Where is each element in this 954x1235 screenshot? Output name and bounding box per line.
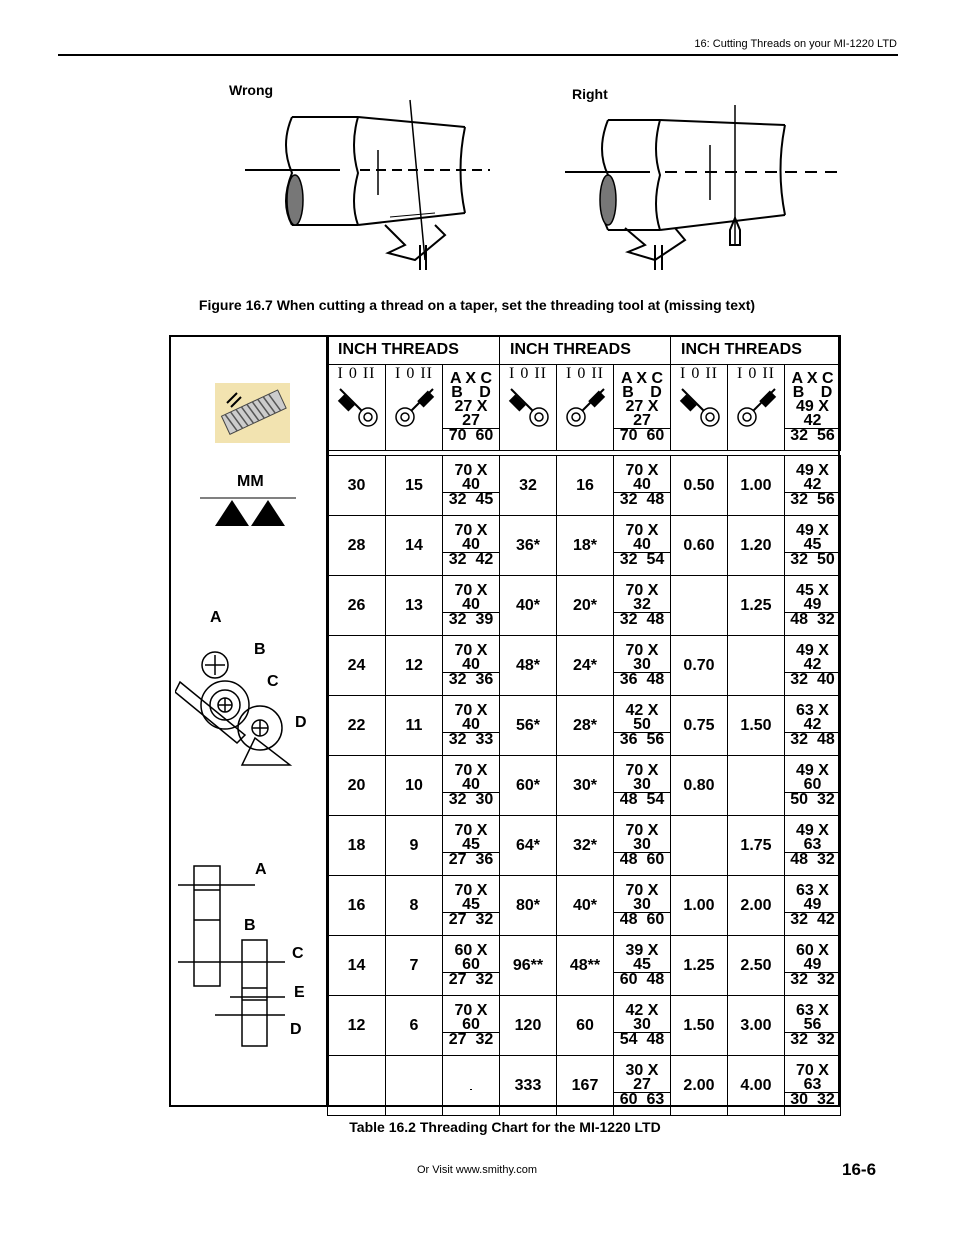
- gear-label-b: B: [254, 641, 266, 658]
- chart-row: [328, 516, 841, 576]
- gear-ratio-cell: [443, 1056, 500, 1116]
- gear-ratio-top: 60 X 49: [785, 944, 840, 973]
- gear-header-top: 27 X 27: [614, 400, 670, 429]
- thread-value-cell: 0.75: [671, 696, 728, 756]
- gear-ratio-cell: [614, 1056, 671, 1116]
- gear-ratio-cell: [785, 456, 841, 516]
- lever-header-cell: [328, 365, 386, 451]
- thread-value-cell: 1.20: [728, 516, 785, 576]
- gear-ratio-top: 70 X 45: [443, 884, 499, 913]
- gear-ratio-bottom: 27 32: [448, 911, 494, 928]
- gear-ratio-top: [470, 1089, 472, 1090]
- lever-right-icon: [389, 383, 439, 433]
- gear-ratio-top: 63 X 42: [785, 704, 840, 733]
- footer-url: Or Visit www.smithy.com: [417, 1164, 537, 1176]
- figure-caption: Figure 16.7 When cutting a thread on a taper, set the threading tool at (missing text): [198, 297, 756, 313]
- running-head: 16: Cutting Threads on your MI-1220 LTD: [694, 38, 897, 50]
- gear-ratio-bottom: 48 60: [619, 851, 665, 868]
- gear-header-bottom: 32 56: [790, 427, 835, 444]
- stack-label-b: B: [244, 917, 256, 934]
- gear-ratio-top: 49 X 45: [785, 524, 840, 553]
- gear-ratio-top: 49 X 63: [785, 824, 840, 853]
- gear-ratio-top: 70 X 60: [443, 1004, 499, 1033]
- thread-value-cell: 36*: [500, 516, 557, 576]
- gear-ratio-cell: [785, 696, 841, 756]
- thread-value-cell: 64*: [500, 816, 557, 876]
- gear-ratio-bottom: 32 36: [448, 671, 494, 688]
- gear-ratio-top: 60 X 60: [443, 944, 499, 973]
- io-label: I 0 II: [509, 365, 547, 382]
- gear-ratio-bottom: 60 48: [619, 971, 665, 988]
- thread-value-cell: 28: [328, 516, 386, 576]
- threaded-rod-icon: [215, 383, 290, 443]
- gear-ratio-top: 39 X 45: [614, 944, 670, 973]
- gear-ratio-cell: [443, 636, 500, 696]
- thread-value-cell: 20: [328, 756, 386, 816]
- gear-ratio-top: 42 X 30: [614, 1004, 670, 1033]
- thread-value-cell: 60: [557, 996, 614, 1056]
- gear-ratio-top: 63 X 56: [785, 1004, 840, 1033]
- gear-ratio-cell: [443, 816, 500, 876]
- gear-ratio-cell: [785, 876, 841, 936]
- gear-ratio-cell: [443, 756, 500, 816]
- gear-ratio-bottom: 32 45: [448, 491, 494, 508]
- gear-ratio-bottom: 32 33: [448, 731, 494, 748]
- gear-ratio-top: 70 X 30: [614, 644, 670, 673]
- gear-ratio-top: 70 X 30: [614, 884, 670, 913]
- gear-ratio-top: 70 X 40: [614, 464, 670, 493]
- thread-value-cell: 40*: [557, 876, 614, 936]
- lever-header-cell: [557, 365, 614, 451]
- gear-ratio-bottom: 50 32: [790, 791, 835, 808]
- lever-header-cell: [728, 365, 785, 451]
- gear-ratio-cell: [785, 516, 841, 576]
- thread-value-cell: 24: [328, 636, 386, 696]
- thread-value-cell: 16: [328, 876, 386, 936]
- gear-ratio-bottom: 32 54: [619, 551, 665, 568]
- chart-row: [328, 816, 841, 876]
- gear-ratio-bottom: 32 30: [448, 791, 494, 808]
- axc-label: A X C: [620, 370, 664, 387]
- gear-ratio-cell: [614, 636, 671, 696]
- chart-row: [328, 696, 841, 756]
- gear-ratio-bottom: 48 32: [790, 611, 835, 628]
- gear-ratio-bottom: 32 48: [790, 731, 835, 748]
- thread-value-cell: 18*: [557, 516, 614, 576]
- thread-value-cell: 22: [328, 696, 386, 756]
- thread-value-cell: 0.50: [671, 456, 728, 516]
- group-title: INCH THREADS: [328, 336, 500, 365]
- gear-stack-diagram: [175, 860, 295, 1050]
- thread-value-cell: 1.50: [671, 996, 728, 1056]
- gear-ratio-cell: [785, 996, 841, 1056]
- gear-header-cell: [785, 365, 841, 451]
- thread-value-cell: 12: [386, 636, 443, 696]
- gear-ratio-cell: [614, 516, 671, 576]
- thread-value-cell: 96**: [500, 936, 557, 996]
- gear-ratio-top: 70 X 32: [614, 584, 670, 613]
- thread-value-cell: 167: [557, 1056, 614, 1116]
- group-title: INCH THREADS: [500, 336, 671, 365]
- thread-value-cell: 8: [386, 876, 443, 936]
- gear-header-top: 27 X 27: [443, 400, 499, 429]
- gear-ratio-cell: [614, 456, 671, 516]
- gear-ratio-bottom: 32 42: [790, 911, 835, 928]
- gear-ratio-top: 70 X 40: [443, 704, 499, 733]
- gear-header-top: 49 X 42: [785, 400, 840, 429]
- gear-ratio-cell: [785, 636, 841, 696]
- gear-header-cell: [614, 365, 671, 451]
- gear-ratio-top: 49 X 42: [785, 464, 840, 493]
- gear-ratio-cell: [614, 816, 671, 876]
- gear-ratio-cell: [785, 576, 841, 636]
- thread-value-cell: [671, 816, 728, 876]
- gear-ratio-cell: [614, 756, 671, 816]
- gear-ratio-bottom: 48 32: [790, 851, 835, 868]
- thread-value-cell: 1.00: [728, 456, 785, 516]
- lever-left-icon: [674, 383, 724, 433]
- chart-row: [328, 576, 841, 636]
- io-label: I 0 II: [395, 365, 433, 382]
- axc-label: A X C: [449, 370, 493, 387]
- gear-ratio-bottom: 27 36: [448, 851, 494, 868]
- thread-value-cell: [671, 576, 728, 636]
- threading-chart: [327, 335, 841, 1116]
- gear-header-cell: [443, 365, 500, 451]
- lever-header-cell: [671, 365, 728, 451]
- thread-value-cell: 80*: [500, 876, 557, 936]
- gear-ratio-cell: [614, 876, 671, 936]
- thread-value-cell: 16: [557, 456, 614, 516]
- thread-value-cell: [728, 756, 785, 816]
- gear-ratio-top: 70 X 45: [443, 824, 499, 853]
- thread-value-cell: 9: [386, 816, 443, 876]
- thread-value-cell: 32*: [557, 816, 614, 876]
- gear-ratio-bottom: 54 48: [619, 1031, 665, 1048]
- gear-ratio-bottom: 48 54: [619, 791, 665, 808]
- gear-ratio-bottom: 60 63: [619, 1091, 665, 1108]
- gear-ratio-bottom: 32 48: [619, 611, 665, 628]
- chart-row: [328, 636, 841, 696]
- thread-value-cell: 30*: [557, 756, 614, 816]
- chart-row: [328, 936, 841, 996]
- chart-row: [328, 456, 841, 516]
- gear-ratio-top: 70 X 40: [443, 464, 499, 493]
- thread-value-cell: 1.00: [671, 876, 728, 936]
- thread-value-cell: 1.50: [728, 696, 785, 756]
- gear-ratio-bottom: 36 48: [619, 671, 665, 688]
- gear-ratio-cell: [614, 696, 671, 756]
- gear-ratio-cell: [443, 696, 500, 756]
- mm-label: MM: [237, 473, 264, 490]
- thread-value-cell: 4.00: [728, 1056, 785, 1116]
- right-taper-drawing: [560, 100, 845, 275]
- io-label: I 0 II: [737, 365, 775, 382]
- wrong-label: Wrong: [229, 82, 274, 98]
- gear-ratio-cell: [614, 576, 671, 636]
- bd-label: B D: [792, 384, 833, 401]
- chart-row: [328, 996, 841, 1056]
- chart-row: [328, 876, 841, 936]
- right-label: Right: [572, 86, 608, 102]
- lever-right-icon: [731, 383, 781, 433]
- gear-header-bottom: 70 60: [619, 427, 665, 444]
- gear-ratio-bottom: 32 40: [790, 671, 835, 688]
- chart-row: [328, 1056, 841, 1116]
- gear-ratio-bottom: 32 56: [790, 491, 835, 508]
- gear-ratio-cell: [785, 756, 841, 816]
- lever-left-icon: [332, 383, 382, 433]
- thread-value-cell: 0.80: [671, 756, 728, 816]
- thread-value-cell: [386, 1056, 443, 1116]
- thread-value-cell: 6: [386, 996, 443, 1056]
- table-caption: Table 16.2 Threading Chart for the MI-1220 LTD: [349, 1119, 661, 1135]
- gear-ratio-bottom: 30 32: [790, 1091, 835, 1108]
- thread-value-cell: 15: [386, 456, 443, 516]
- gear-ratio-bottom: 32 48: [619, 491, 665, 508]
- gear-ratio-bottom: 32 42: [448, 551, 494, 568]
- thread-value-cell: 32: [500, 456, 557, 516]
- gear-ratio-top: 70 X 40: [614, 524, 670, 553]
- axc-label: A X C: [791, 370, 834, 387]
- gear-ratio-bottom: 32 39: [448, 611, 494, 628]
- lever-left-icon: [503, 383, 553, 433]
- thread-value-cell: 2.00: [671, 1056, 728, 1116]
- lever-header-cell: [386, 365, 443, 451]
- gear-ratio-bottom: 48 60: [619, 911, 665, 928]
- chart-group-header-row: [328, 336, 841, 365]
- io-label: I 0 II: [337, 365, 376, 382]
- bd-label: B D: [451, 384, 491, 401]
- thread-value-cell: 60*: [500, 756, 557, 816]
- thread-value-cell: 7: [386, 936, 443, 996]
- lever-header-cell: [500, 365, 557, 451]
- gear-ratio-bottom: 32 32: [790, 971, 835, 988]
- stack-label-d: D: [290, 1021, 302, 1038]
- gear-ratio-bottom: 32 32: [790, 1031, 835, 1048]
- thread-value-cell: 30: [328, 456, 386, 516]
- thread-value-cell: 20*: [557, 576, 614, 636]
- io-label: I 0 II: [566, 365, 604, 382]
- chart-row: [328, 756, 841, 816]
- gear-ratio-top: 70 X 30: [614, 824, 670, 853]
- gear-ratio-cell: [443, 936, 500, 996]
- gear-ratio-top: 42 X 50: [614, 704, 670, 733]
- bd-label: B D: [622, 384, 662, 401]
- chart-icon-header-row: [328, 365, 841, 451]
- stack-label-a: A: [255, 861, 267, 878]
- gear-ratio-cell: [443, 996, 500, 1056]
- gear-ratio-cell: [785, 1056, 841, 1116]
- gear-ratio-cell: [614, 996, 671, 1056]
- thread-value-cell: [328, 1056, 386, 1116]
- gear-ratio-top: 70 X 40: [443, 764, 499, 793]
- thread-value-cell: 40*: [500, 576, 557, 636]
- thread-value-cell: 12: [328, 996, 386, 1056]
- gear-ratio-top: 45 X 49: [785, 584, 840, 613]
- chart-body: [328, 456, 841, 1116]
- gear-ratio-bottom: 36 56: [619, 731, 665, 748]
- gear-train-diagram: [175, 640, 295, 770]
- gear-ratio-cell: [443, 516, 500, 576]
- gear-ratio-cell: [614, 936, 671, 996]
- gear-ratio-cell: [443, 456, 500, 516]
- thread-value-cell: 11: [386, 696, 443, 756]
- gear-ratio-top: 70 X 30: [614, 764, 670, 793]
- thread-value-cell: 18: [328, 816, 386, 876]
- gear-ratio-top: 70 X 40: [443, 644, 499, 673]
- thread-value-cell: 120: [500, 996, 557, 1056]
- gear-ratio-top: 63 X 49: [785, 884, 840, 913]
- thread-value-cell: 28*: [557, 696, 614, 756]
- thread-value-cell: 0.60: [671, 516, 728, 576]
- thread-value-cell: 0.70: [671, 636, 728, 696]
- gear-header-bottom: 70 60: [448, 427, 494, 444]
- gear-ratio-top: 70 X 63: [785, 1064, 840, 1093]
- thread-value-cell: 10: [386, 756, 443, 816]
- gear-label-a: A: [210, 609, 222, 626]
- thread-value-cell: [728, 636, 785, 696]
- header-rule: [58, 54, 898, 56]
- gear-ratio-top: 70 X 40: [443, 524, 499, 553]
- thread-value-cell: 1.25: [728, 576, 785, 636]
- gear-ratio-bottom: 27 32: [448, 1031, 494, 1048]
- gear-ratio-cell: [443, 576, 500, 636]
- thread-value-cell: 14: [328, 936, 386, 996]
- gear-ratio-cell: [785, 936, 841, 996]
- thread-value-cell: 1.25: [671, 936, 728, 996]
- thread-value-cell: 2.00: [728, 876, 785, 936]
- thread-value-cell: 333: [500, 1056, 557, 1116]
- stack-label-c: C: [292, 945, 304, 962]
- thread-value-cell: 48**: [557, 936, 614, 996]
- gear-ratio-top: 49 X 60: [785, 764, 840, 793]
- thread-profile-icon: [200, 495, 300, 527]
- page-number: 16-6: [842, 1160, 877, 1179]
- thread-value-cell: 1.75: [728, 816, 785, 876]
- thread-value-cell: 48*: [500, 636, 557, 696]
- gear-label-d: D: [295, 714, 307, 731]
- gear-ratio-bottom: 32 50: [790, 551, 835, 568]
- io-label: I 0 II: [680, 365, 718, 382]
- thread-value-cell: 2.50: [728, 936, 785, 996]
- gear-ratio-cell: [785, 816, 841, 876]
- thread-value-cell: 56*: [500, 696, 557, 756]
- thread-value-cell: 26: [328, 576, 386, 636]
- stack-label-e: E: [294, 984, 305, 1001]
- gear-ratio-cell: [443, 876, 500, 936]
- gear-ratio-bottom: 27 32: [448, 971, 494, 988]
- gear-ratio-top: 70 X 40: [443, 584, 499, 613]
- gear-ratio-top: 49 X 42: [785, 644, 840, 673]
- thread-value-cell: 3.00: [728, 996, 785, 1056]
- lever-right-icon: [560, 383, 610, 433]
- thread-value-cell: 14: [386, 516, 443, 576]
- gear-ratio-top: 30 X 27: [614, 1064, 670, 1093]
- group-title: INCH THREADS: [671, 336, 841, 365]
- thread-value-cell: 24*: [557, 636, 614, 696]
- gear-label-c: C: [267, 673, 279, 690]
- thread-value-cell: 13: [386, 576, 443, 636]
- wrong-taper-drawing: [240, 95, 500, 280]
